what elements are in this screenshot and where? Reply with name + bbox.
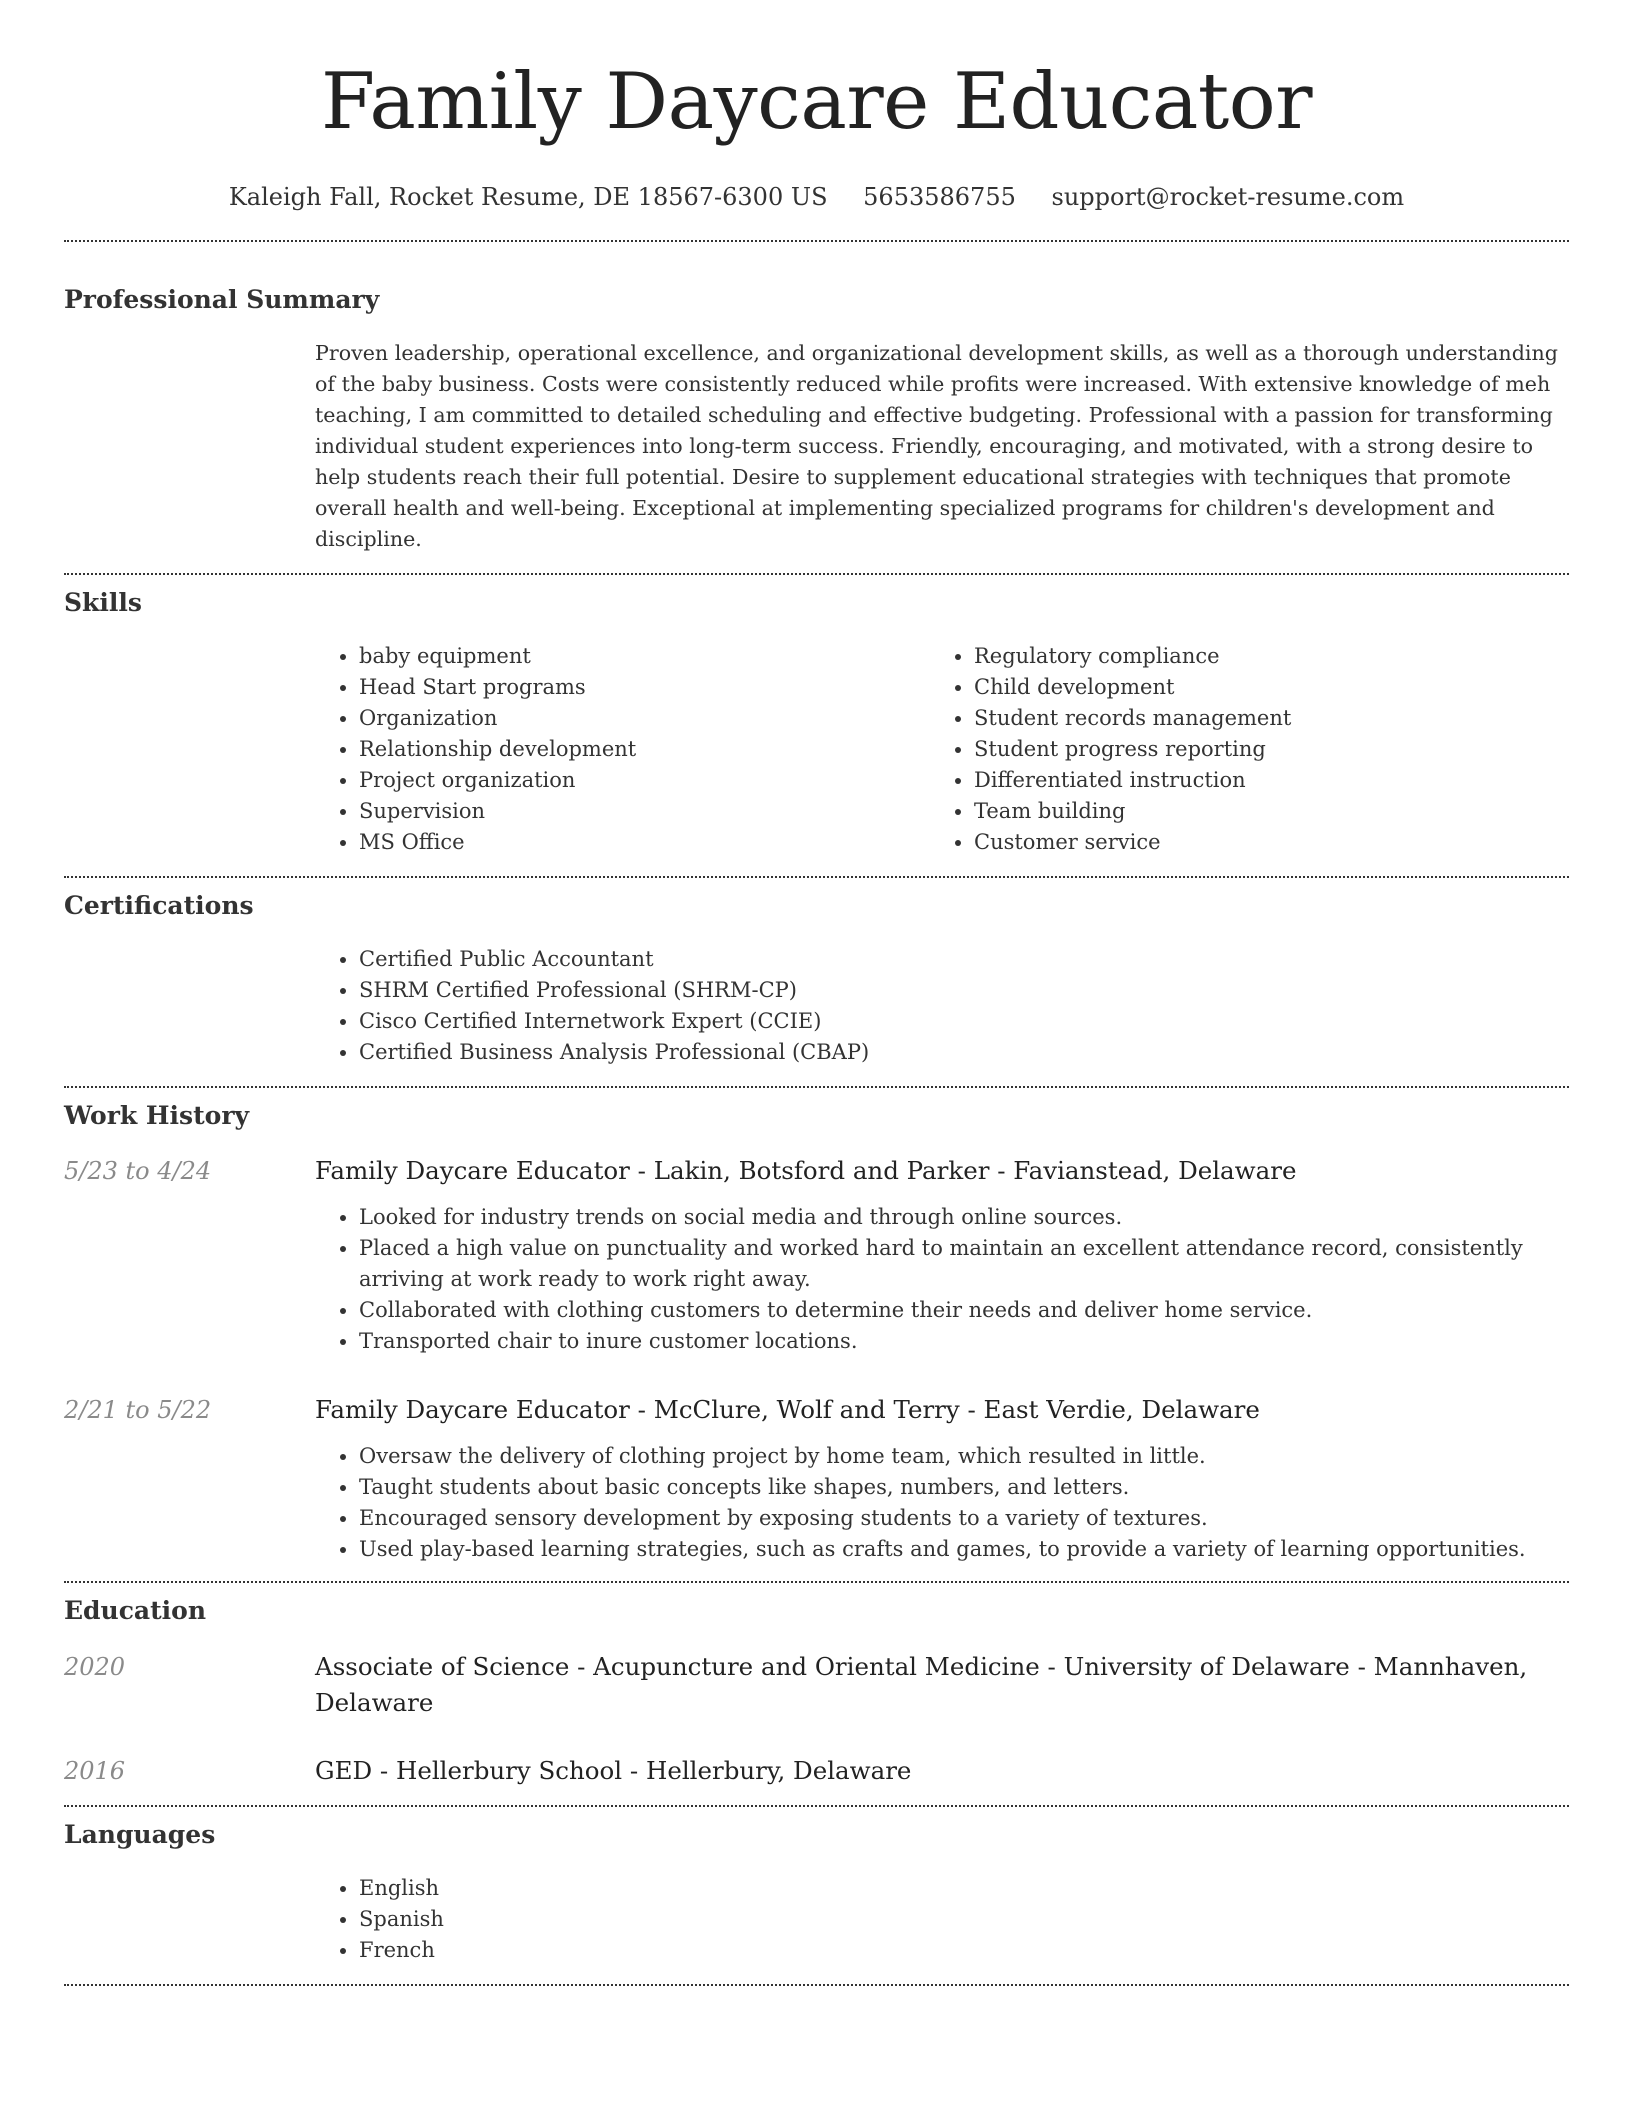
job-title: Family Daycare Educator - Lakin, Botsford and Parker - Favianstead, Delaware [315,1156,1297,1185]
list-item: • Certified Business Analysis Professional (CBAP) [359,1037,1569,1068]
list-item: • Customer service [974,827,1545,858]
skills-list [315,641,1569,858]
education-entry [64,1753,1569,1789]
list-item: • Supervision [359,796,930,827]
section-heading-education: Education [64,1596,207,1625]
section-divider [64,573,1569,575]
skills-column-left [315,641,930,858]
list-item: • Cisco Certified Internetwork Expert (CCIE) [359,1006,1569,1037]
list-item: • SHRM Certified Professional (SHRM-CP) [359,975,1569,1006]
education-year: 2020 [64,1653,126,1681]
list-item: • Placed a high value on punctuality and worked hard to maintain an excellent attendance record, consistently arriving at work ready to work right away. [359,1233,1569,1295]
section-heading-work: Work History [64,1101,250,1130]
list-item: • Student progress reporting [974,734,1545,765]
list-item: • Child development [974,672,1545,703]
section-heading-summary: Professional Summary [64,285,380,314]
list-item: • French [359,1935,1569,1966]
job-title: Family Daycare Educator - McClure, Wolf and Terry - East Verdie, Delaware [315,1395,1260,1424]
section-divider [64,1086,1569,1088]
contact-line [64,180,1569,214]
section-heading-skills: Skills [64,588,142,617]
education-detail: GED - Hellerbury School - Hellerbury, Delaware [315,1756,912,1785]
languages-list [315,1873,1569,1966]
list-item: • English [359,1873,1569,1904]
education-detail: Associate of Science - Acupuncture and Oriental Medicine - University of Delaware - Mannhaven, Delaware [315,1652,1528,1717]
list-item: • Encouraged sensory development by exposing students to a variety of textures. [359,1503,1569,1534]
education-entry [64,1649,1569,1721]
list-item: • Oversaw the delivery of clothing project by home team, which resulted in little. [359,1441,1569,1472]
section-divider [64,1581,1569,1583]
section-heading-certifications: Certifications [64,891,254,920]
list-item: • Head Start programs [359,672,930,703]
list-item: • Looked for industry trends on social media and through online sources. [359,1202,1569,1233]
contact-phone: 5653586755 [863,183,1016,211]
job-dates: 2/21 to 5/22 [64,1396,212,1424]
list-item: • Certified Public Accountant [359,944,1569,975]
page-title: Family Daycare Educator [321,57,1312,147]
contact-email: support@rocket-resume.com [1051,183,1405,211]
list-item: • MS Office [359,827,930,858]
list-item: • Transported chair to inure customer locations. [359,1326,1569,1357]
resume-page [64,0,1569,1986]
list-item: • Spanish [359,1904,1569,1935]
list-item: • Taught students about basic concepts like shapes, numbers, and letters. [359,1472,1569,1503]
section-heading-languages: Languages [64,1820,216,1849]
list-item: • Used play-based learning strategies, such as crafts and games, to provide a variety of learning opportunities. [359,1534,1569,1565]
list-item: • Collaborated with clothing customers to determine their needs and deliver home service. [359,1295,1569,1326]
section-divider [64,1805,1569,1807]
list-item: • Project organization [359,765,930,796]
section-divider [64,240,1569,242]
job-entry [64,1154,1569,1357]
skills-column-right [930,641,1545,858]
list-item: • Regulatory compliance [974,641,1545,672]
section-divider [64,876,1569,878]
summary-text: Proven leadership, operational excellence, and organizational development skills, as well as a thorough understanding of the baby business. Costs were consistently reduced while profits were increased. With extensive knowledge of meh teaching, I am committed to detailed scheduling and effective budgeting. Professional with a passion for transforming individual student experiences into long-term success. Friendly, encouraging, and motivated, with a strong desire to help students reach their full potential. Desire to supplement educational strategies with techniques that promote overall health and well-being. Exceptional at implementing specialized programs for children's development and discipline. [315,341,1558,551]
job-duties [315,1202,1569,1357]
certifications-list [315,944,1569,1068]
job-duties [315,1441,1569,1565]
list-item: • Team building [974,796,1545,827]
contact-address: Kaleigh Fall, Rocket Resume, DE 18567-6300 US [228,183,828,211]
list-item: • Differentiated instruction [974,765,1545,796]
list-item: • Organization [359,703,930,734]
list-item: • Student records management [974,703,1545,734]
job-entry [64,1393,1569,1565]
job-dates: 5/23 to 4/24 [64,1157,212,1185]
list-item: • baby equipment [359,641,930,672]
education-year: 2016 [64,1757,126,1785]
list-item: • Relationship development [359,734,930,765]
section-divider [64,1984,1569,1986]
